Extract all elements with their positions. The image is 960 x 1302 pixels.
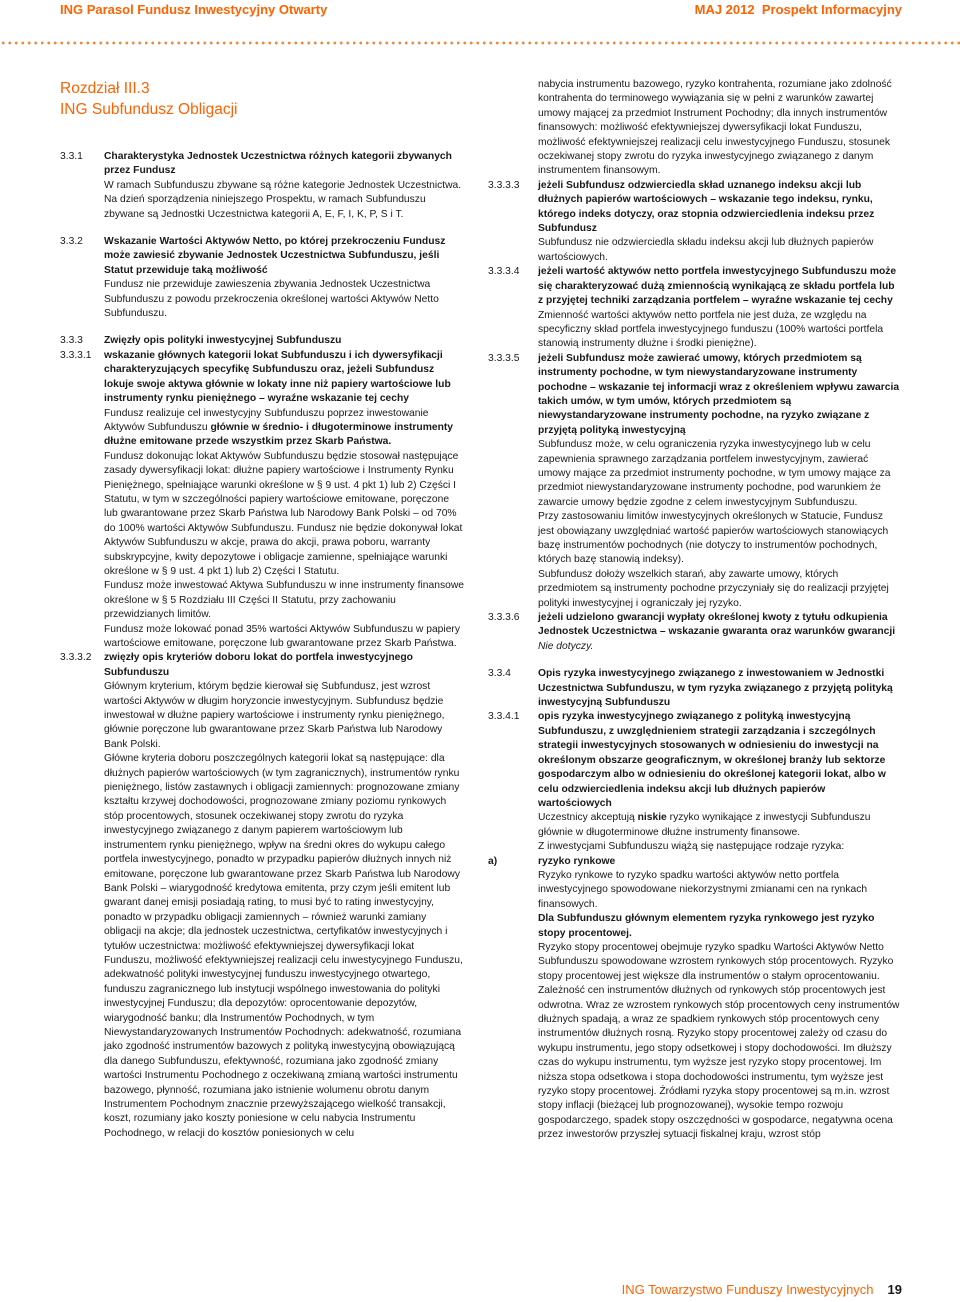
section-3-3-3-6	[488, 611, 900, 640]
header-date: MAJ 2012	[694, 2, 755, 17]
section-3-3-3-4	[488, 265, 900, 308]
header-title: ING Parasol Fundusz Inwestycyjny Otwarty	[60, 2, 328, 17]
section-3-3-3-2	[60, 651, 465, 680]
section-number: 3.3.4.1	[488, 711, 520, 723]
section-number: 3.3.3	[60, 335, 83, 347]
paragraph: nabycia instrumentu bazowego, ryzyko kontrahenta, rozumiane jako zdolność kontrahenta do terminowego wywiązania się w pełni z warunków zawartej umowy mającej za przedmiot Instrument Pochodny; dla innych instrumentów finansowych: możliwość efektywniejszej dywersyfikacji lokat Funduszu, możliwość efektywniejszej realizacji celu inwestycyjnego Funduszu, stosunek oczekiwanej stopy zwrotu do ryzyka inwestycyjnego związanego z danym instrumentem finansowym.	[538, 79, 892, 177]
risk-item-a	[488, 855, 900, 869]
section-number: 3.3.3.5	[488, 352, 520, 364]
paragraph: Fundusz może inwestować Aktywa Subfunduszu w inne instrumenty finansowe określone w § 5 Rozdziału III Części II Statutu, przy zachowaniu przewidzianych limitów.	[104, 580, 465, 621]
section-number: 3.3.3.4	[488, 266, 520, 278]
section-heading: jeżeli Subfundusz może zawierać umowy, których przedmiotem są instrumenty pochodne, w tym niewystandaryzowane instrumenty pochodne – wskazanie tej informacji wraz z określeniem wpływu zawarcia takich umów, w tym umów, których przedmiotem są niewystandaryzowane instrumenty pochodne, na ryzyko związane z przyjętą polityką inwestycyjną	[538, 352, 900, 436]
footer	[622, 1282, 902, 1297]
paragraph: Główne kryteria doboru poszczególnych kategorii lokat są następujące: dla dłużnych papierów wartościowych (w tym zagranicznych), instrumentów rynku pieniężnego, listów zastawnych i obligacji zamiennych: prognozowane zmiany kształtu krzywej dochodowości, prognozowane zmiany poziomu rynkowych stóp procentowych, stosunek oczekiwanej stopy zwrotu do ryzyka inwestycyjnego związanego z danym papierem wartościowym lub instrumentem rynku pieniężnego, wpływ na średni okres do wykupu całego portfela inwestycyjnego, ponadto w przypadku papierów dłużnych innych niż emitowane, poręczone lub gwarantowane przez Skarb Państwa lub Narodowy Bank Polski – wiarygodność kredytowa emitenta, przy czym jeśli emitent lub gwarant danej emisji posiadają rating, to musi być to rating inwestycyjny, ponadto w przypadku obligacji zamiennych – również warunki zamiany obligacji na akcje; dla jednostek uczestnictwa, certyfikatów inwestycyjnych i tytułów uczestnictwa: możliwość efektywniejszej dywersyfikacji lokat Funduszu, możliwość efektywniejszej realizacji celu inwestycyjnego Funduszu, adekwatność polityki inwestycyjnej funduszu inwestycyjnego otwartego, funduszu zagranicznego lub instytucji wspólnego inwestowania do polityki inwestycyjnej Funduszu; dla depozytów: oprocentowanie depozytów, wiarygodność banku; dla Instrumentów Pochodnych, w tym Niewystandaryzowanych Instrumentów Pochodnych: adekwatność, rozumiana jako zgodność instrumentów bazowych z polityką inwestycyjną obowiązującą dla danego Subfunduszu, efektywność, rozumiana jako zgodność zmiany wartości Instrumentu Pochodnego z oczekiwaną zmianą wartości instrumentu bazowego, płynność, rozumiana jako istnienie wolumenu obrotu danym Instrumentem Pochodnym znacznie przewyższającego wielkość transakcji, koszt, rozumiany jako koszty poniesione w celu nabycia Instrumentu Pochodnego, w relacji do kosztów poniesionych w celu	[104, 753, 463, 1139]
chapter-heading	[60, 78, 237, 120]
paragraph: Subfundusz może, w celu ograniczenia ryzyka inwestycyjnego lub w celu zapewnienia sprawnego zarządzania portfelem inwestycyjnym, zawierać umowy mające za przedmiot instrumenty pochodne, w tym umowy mające za przedmiot niewystandaryzowane instrumenty pochodne, pod warunkiem że zawarcie umowy będzie zgodne z celem inwestycyjnym Subfunduszu.	[538, 439, 891, 508]
paragraph: Subfundusz nie odzwierciedla składu indeksu akcji lub dłużnych papierów wartościowych.	[538, 237, 874, 263]
section-number: 3.3.3.1	[60, 349, 92, 361]
section-3-3-4-1	[488, 710, 900, 811]
section-heading: wskazanie głównych kategorii lokat Subfunduszu i ich dywersyfikacji charakteryzujących specyfikę Subfunduszu oraz, jeżeli Subfundusz lokuje swoje aktywa głównie w lokaty inne niż papiery wartościowe lub instrumenty rynku pieniężnego – wyraźne wskazanie tej cechy	[104, 349, 451, 405]
page-number: 19	[887, 1282, 902, 1297]
section-number: 3.3.1	[60, 151, 83, 162]
section-3-3-3-5	[488, 352, 900, 438]
chapter-title: ING Subfundusz Obligacji	[60, 101, 238, 118]
section-3-3-3-3	[488, 179, 900, 237]
section-3-3-2	[60, 235, 465, 278]
section-number: 3.3.2	[60, 236, 83, 248]
section-heading: Zwięzły opis polityki inwestycyjnej Subfunduszu	[104, 335, 342, 347]
left-column	[60, 150, 465, 1141]
footer-company: ING Towarzystwo Funduszy Inwestycyjnych	[621, 1282, 874, 1297]
section-3-3-3-1	[60, 349, 465, 407]
item-letter: a)	[488, 855, 498, 867]
section-3-3-3	[60, 334, 465, 348]
paragraph: Subfundusz dołoży wszelkich starań, aby zawarte umowy, których przedmiotem są instrumenty pochodne przyczyniały się do realizacji przyjętej polityki inwestycyjnej i ograniczały jej ryzyko.	[538, 568, 889, 609]
section-3-3-4	[488, 667, 900, 710]
header-doc-info	[695, 2, 902, 17]
right-column	[488, 78, 900, 1143]
paragraph: Dla Subfunduszu głównym elementem ryzyka rynkowego jest ryzyko stopy procentowej.	[538, 913, 875, 939]
section-number: 3.3.4	[488, 668, 511, 680]
section-heading: opis ryzyka inwestycyjnego związanego z polityką inwestycyjną Subfunduszu, z uwzględnieniem strategii zarządzania i szczególnych strategii inwestycyjnych stosowanych w odniesieniu do inwestycji na określonym obszarze geograficznym, w określonej branży lub sektorze gospodarczym albo w odniesieniu do określonej kategorii lokat, albo w celu odzwierciedlenia indeksu akcji lub dłużnych papierów wartościowych	[538, 711, 886, 809]
section-heading: Charakterystyka Jednostek Uczestnictwa różnych kategorii zbywanych przez Fundusz	[104, 151, 452, 177]
paragraph: Głównym kryterium, którym będzie kierował się Subfundusz, jest wzrost wartości Aktywów w długim horyzoncie inwestycyjnym. Subfundusz będzie inwestował w dłużne papiery wartościowe i instrumenty rynku pieniężnego, głównie poręczone lub gwarantowane przez Skarb Państwa lub Narodowy Bank Polski.	[104, 681, 445, 750]
section-number: 3.3.3.3	[488, 179, 520, 191]
item-heading: ryzyko rynkowe	[538, 855, 616, 867]
paragraph: Fundusz realizuje cel inwestycyjny Subfunduszu poprzez inwestowanie Aktywów Subfunduszu głównie w średnio- i długoterminowe instrumenty dłużne emitowane przede wszystkim przez Skarb Państwa.	[104, 407, 454, 448]
dotted-divider	[0, 40, 960, 46]
paragraph: W ramach Subfunduszu zbywane są różne kategorie Jednostek Uczestnictwa. Na dzień sporządzenia niniejszego Prospektu, w ramach Subfunduszu zbywane są Jednostki Uczestnictwa kategorii A, E, F, I, K, P, S i T.	[104, 179, 462, 220]
paragraph: Uczestnicy akceptują niskie ryzyko wynikające z inwestycji Subfunduszu głównie w długoterminowe dłużne instrumenty finansowe.	[538, 812, 871, 838]
section-number: 3.3.3.6	[488, 612, 520, 624]
header-doc-name: Prospekt Informacyjny	[761, 2, 902, 17]
paragraph: Ryzyko stopy procentowej obejmuje ryzyko spadku Wartości Aktywów Netto Subfunduszu spowodowane wzrostem rynkowych stóp procentowych. Ryzyko stopy procentowej jest większe dla instrumentów o stałym oprocentowaniu. Zależność cen instrumentów dłużnych od rynkowych stóp procentowych jest odwrotna. Wraz ze wzrostem rynkowych stóp procentowych ceny instrumentów dłużnych spadają, a wraz ze spadkiem rynkowych stóp procentowych ceny instrumentów dłużnych rosną. Ryzyko stopy procentowej zależy od czasu do wykupu instrumentu, jego stopy odsetkowej i stopy dochodowości. Im dłuższy czas do wykupu instrumentu, tym wyższe jest ryzyko stopy procentowej. Im niższa stopa odsetkowa i stopa dochodowości instrumentu, tym wyższe jest ryzyko stopy procentowej. Źródłami ryzyka stopy procentowej są m.in. wzrost stopy inflacji (bieżącej lub prognozowanej), wysokie tempo rozwoju gospodarczego, spadek stopy oszczędności w gospodarce, negatywna ocena przez inwestorów przyszłej sytuacji fiskalnej kraju, wzrost stóp	[538, 941, 900, 1141]
section-heading: Wskazanie Wartości Aktywów Netto, po której przekroczeniu Fundusz może zawiesić zbywanie Jednostek Uczestnictwa Subfunduszu, jeśli Statut przewiduje taką możliwość	[104, 236, 446, 276]
paragraph: Przy zastosowaniu limitów inwestycyjnych określonych w Statucie, Fundusz jest obowiązany uwzględniać wartość papierów wartościowych stanowiących bazę instrumentów pochodnych (nie dotyczy to instrumentów pochodnych, których bazę stanowią indeksy).	[538, 511, 889, 566]
section-heading: jeżeli wartość aktywów netto portfela inwestycyjnego Subfunduszu może się charakteryzować dużą zmiennością wynikającą ze składu portfela lub z przyjętej techniki zarządzania portfelem – wyraźne wskazanie tej cechy	[538, 266, 897, 307]
section-heading: zwięzły opis kryteriów doboru lokat do portfela inwestycyjnego Subfunduszu	[104, 652, 413, 678]
paragraph: Z inwestycjami Subfunduszu wiążą się następujące rodzaje ryzyka:	[538, 841, 845, 853]
paragraph: Ryzyko rynkowe to ryzyko spadku wartości aktywów netto portfela inwestycyjnego spowodowane niekorzystnymi zmianami cen na rynkach finansowych.	[538, 869, 868, 910]
section-number: 3.3.3.2	[60, 652, 92, 664]
paragraph: Fundusz nie przewiduje zawieszenia zbywania Jednostek Uczestnictwa Subfunduszu z powodu przekroczenia określonej wartości Aktywów Netto Subfunduszu.	[104, 279, 439, 320]
section-3-3-1	[60, 150, 465, 179]
paragraph: Nie dotyczy.	[538, 640, 594, 652]
section-heading: jeżeli udzielono gwarancji wypłaty określonej kwoty z tytułu odkupienia Jednostek Uczestnictwa – wskazanie gwaranta oraz warunków gwarancji	[538, 612, 896, 638]
paragraph: Fundusz może lokować ponad 35% wartości Aktywów Subfunduszu w papiery wartościowe emitowane, poręczone lub gwarantowane przez Skarb Państwa.	[104, 623, 461, 649]
chapter-number: Rozdział III.3	[60, 80, 150, 97]
section-heading: jeżeli Subfundusz odzwierciedla skład uznanego indeksu akcji lub dłużnych papierów wartościowych – wskazanie tego indeksu, rynku, którego indeks dotyczy, oraz stopnia odzwierciedlenia indeksu przez Subfundusz	[538, 179, 875, 235]
paragraph: Fundusz dokonując lokat Aktywów Subfunduszu będzie stosował następujące zasady dywersyfikacji lokat: dłużne papiery wartościowe i Instrumenty Rynku Pieniężnego, spełniające warunki określone w § 9 ust. 4 pkt 1) lub 2) Części I Statutu, w tym w szczególności papiery wartościowe emitowane, poręczone lub gwarantowane przez Skarb Państwa lub Narodowy Bank Polski – od 70% do 100% wartości Aktywów Subfunduszu. Fundusz nie będzie dokonywał lokat Aktywów Subfunduszu w akcje, prawa do akcji, prawa poboru, warranty subskrypcyjne, kwity depozytowe i obligacje zamienne, spełniające warunki określone w § 9 ust. 4 pkt 1) lub 2) Części I Statutu.	[104, 450, 463, 577]
section-heading: Opis ryzyka inwestycyjnego związanego z inwestowaniem w Jednostki Uczestnictwa Subfunduszu, w tym ryzyka związanego z przyjętą polityką inwestycyjną Subfunduszu	[538, 668, 893, 709]
paragraph: Zmienność wartości aktywów netto portfela nie jest duża, ze względu na specyficzny skład portfela inwestycyjnego funduszu (100% wartości portfela stanowią instrumenty dłużne i środki pieniężne).	[538, 309, 884, 350]
